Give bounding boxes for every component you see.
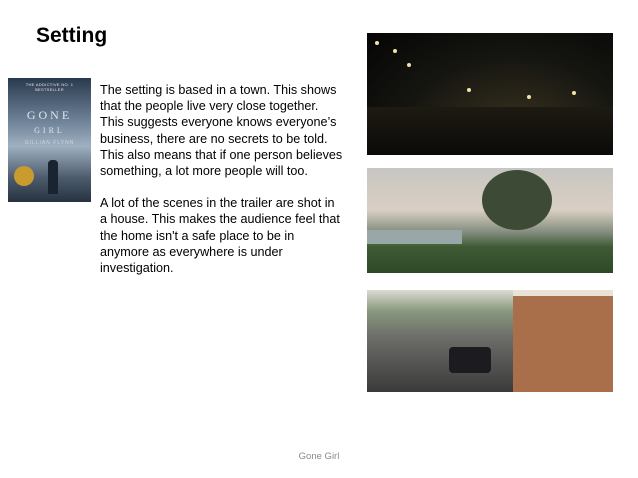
book-cover-image [8, 78, 91, 202]
crowd-silhouette [367, 107, 613, 155]
book-author: GILLIAN FLYNN [24, 140, 75, 146]
parking-lot-photo [367, 290, 613, 392]
paragraph-1: The setting is based in a town. This shows that the people live very close together. This suggests everyone knows everyone’s business, there are no secrets to be told. This also means that if one person believes something, a lot more people will too. [100, 83, 343, 179]
award-seal [14, 166, 34, 186]
footer-text: Gone Girl [298, 451, 340, 462]
figure-silhouette [48, 160, 58, 194]
tree [482, 170, 552, 230]
paragraph-2: A lot of the scenes in the trailer are shot in a house. This makes the audience feel that the home isn't a safe place to be in anymore as everywhere is under investigation. [100, 196, 340, 276]
book-title-line1: GONE [26, 108, 73, 122]
town-lake-photo [367, 168, 613, 273]
book-title-line2: GIRL [34, 126, 65, 135]
brick-building [513, 290, 613, 392]
night-crowd-photo [367, 33, 613, 155]
body-text [100, 82, 345, 292]
black-car [449, 347, 491, 373]
book-tagline: THE ADDICTIVE NO. 1 BESTSELLER [25, 82, 74, 92]
slide-title: Setting [36, 24, 108, 47]
lake-water [367, 230, 462, 244]
